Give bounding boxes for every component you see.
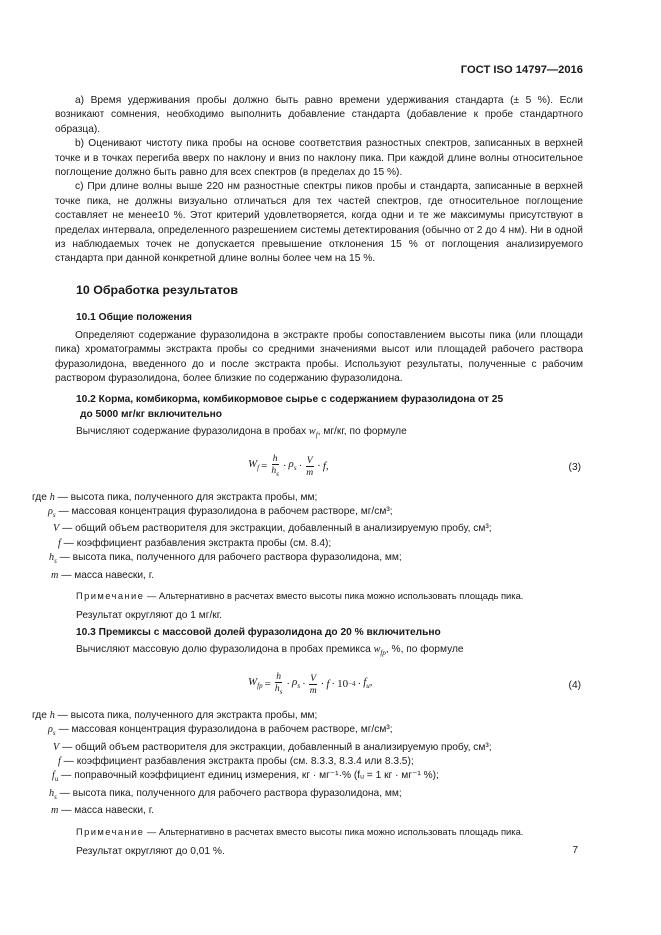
note-4: Примечание — Альтернативно в расчетах вместо высоты пика можно использовать площадь пика. <box>76 825 524 837</box>
formula-4-number: (4) <box>568 679 581 691</box>
document-body <box>32 94 583 859</box>
legend-4-hs: $h_s$ — высота пика, полученного для рабочего раствора фуразолидона, мм; <box>49 787 402 801</box>
para-b: b) Оценивают чистоту пика пробы на основе соответствия разностных спектров, записанных в верхней точке и в точках перегиба вверх по наклону и вниз по наклону пика. При каждой длине волны относительное поглощение должно быть равно для всех спектров (в пределах до 15 %). <box>55 138 583 179</box>
section-10-title: 10 Обработка результатов <box>76 282 238 297</box>
section-10-1-text: Определяют содержание фуразолидона в экстракте пробы сопоставлением высоты пика (или площади пика) хроматограммы экстракта пробы со средними значениями высот или площадей рабочего раствора фуразолидона, введенного до и после экстракта пробы. Используют результаты, полученные с рабочим раствором фуразолидона, более близкие по содержанию фуразолидона. <box>55 329 583 384</box>
legend-3-v: V — общий объем растворителя для экстракции, добавленный в анализируемую пробу, см³; <box>53 523 492 535</box>
formula-4-legend <box>32 709 583 819</box>
legend-3-hs: $h_s$ — высота пика, полученного для рабочего раствора фуразолидона, мм; <box>49 552 402 566</box>
formula-3 <box>55 449 583 487</box>
note-3: Примечание — Альтернативно в расчетах вместо высоты пика можно использовать площадь пика. <box>76 590 524 602</box>
legend-4-m: m — масса навески, г. <box>51 805 155 817</box>
legend-4-rho: $\rho_s$ — массовая концентрация фуразолидона в рабочем растворе, мг/см³; <box>48 724 393 738</box>
formula-4-expression: $W_{fp}$ = $\frac{h}{h_s}$ · $\rho_s$ · $\frac{V}{m}$ · f · 10 −4 · $f_u$, <box>248 670 373 696</box>
formula-3-intro: Вычисляют содержание фуразолидона в пробах $w_f$, мг/кг, по формуле <box>76 426 407 440</box>
legend-3-h: где h — высота пика, полученного для экстракта пробы, мм; <box>32 491 318 503</box>
section-10-1-title: 10.1 Общие положения <box>76 312 192 324</box>
formula-3-expression: $W_f$ = $\frac{h}{h_s}$ · $\rho_s$ · $\frac{V}{m}$ · f, <box>248 452 329 478</box>
legend-4-h: где h — высота пика, полученного для экстракта пробы, мм; <box>32 709 318 721</box>
para-c: с) При длине волны выше 220 нм разностные спектры пиков пробы и стандарта, записанные в верхней точке пика, не должны визуально отличаться для тех частей спектров, где относительное поглощение составляет не менее10 %. Этот критерий удовлетворяется, когда одни и те же максимумы присутствуют в пределах интервала, определенного разрешением системы детектирования (обычно от 2 до 4 нм). Ни в одной из наблюдаемых точек не допускается превышение отклонения 15 % от поглощения анализируемого стандарта при данной конкретной длине волны более чем на 15 %. <box>55 181 583 265</box>
rounding-4: Результат округляют до 0,01 %. <box>76 846 225 858</box>
section-10-2-title-line2: до 5000 мг/кг включительно <box>80 408 223 420</box>
formula-3-number: (3) <box>568 461 581 473</box>
section-10-2-title <box>76 393 583 422</box>
legend-3-f: f — коэффициент разбавления экстракта пробы (см. 8.4); <box>58 537 332 549</box>
legend-4-f: f — коэффициент разбавления экстракта пробы (см. 8.3.3, 8.3.4 или 8.3.5); <box>58 755 414 767</box>
legend-3-rho: $\rho_s$ — массовая концентрация фуразолидона в рабочем растворе, мг/см³; <box>48 505 393 519</box>
standard-header: ГОСТ ISO 14797—2016 <box>460 64 583 76</box>
legend-4-fu: $f_u$ — поправочный коэффициент единиц измерения, кг · мг⁻¹·% (fᵤ = 1 кг · мг⁻¹ %); <box>52 770 439 784</box>
legend-3-m: m — масса навески, г. <box>51 569 155 581</box>
formula-4-intro: Вычисляют массовую долю фуразолидона в пробах премикса $w_{fp}$, %, по формуле <box>76 644 464 658</box>
rounding-3: Результат округляют до 1 мг/кг. <box>76 610 223 622</box>
page-number: 7 <box>572 845 578 856</box>
section-10-2-title-line1: 10.2 Корма, комбикорма, комбикормовое сырье с содержанием фуразолидона от 25 <box>76 394 504 406</box>
para-a: а) Время удерживания пробы должно быть равно времени удерживания стандарта (± 5 %). Если возникают сомнения, необходимо выполнить добавление стандарта (добавление к пробе стандартного образца). <box>55 95 583 135</box>
formula-3-legend <box>32 491 583 584</box>
section-10-3-title: 10.3 Премиксы с массовой долей фуразолидона до 20 % включительно <box>76 626 441 638</box>
legend-4-v: V — общий объем растворителя для экстракции, добавленный в анализируемую пробу, см³; <box>53 741 492 753</box>
formula-4 <box>55 667 583 705</box>
